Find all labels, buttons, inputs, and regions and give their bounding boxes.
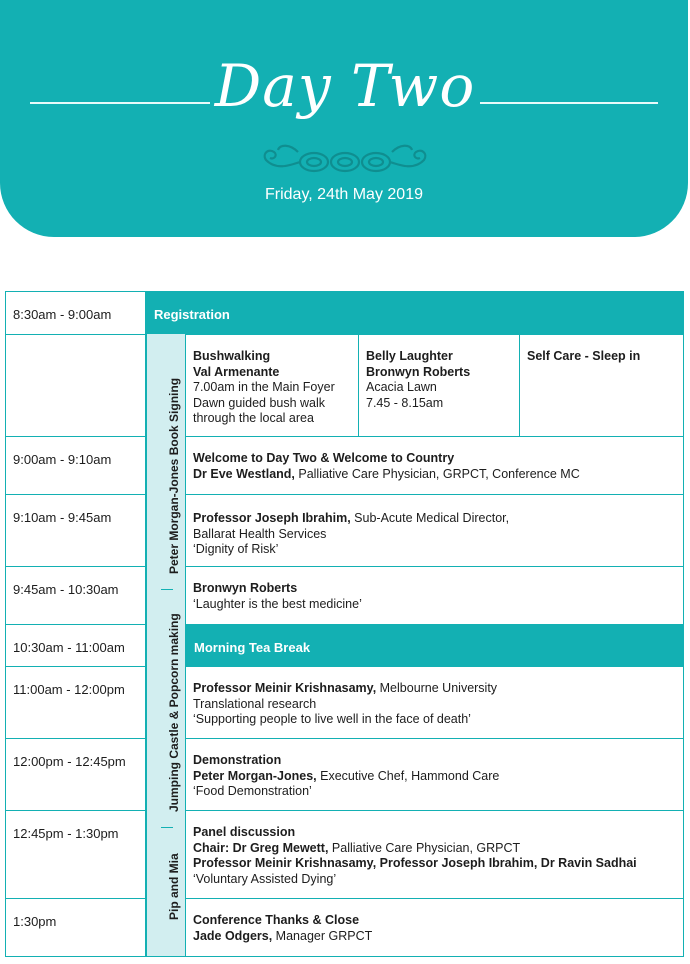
activity-title: Self Care - Sleep in bbox=[527, 349, 641, 363]
speaker-name: Bronwyn Roberts bbox=[193, 581, 298, 595]
session-roberts bbox=[186, 567, 683, 625]
flourish-ornament-icon bbox=[258, 136, 432, 180]
activity-bushwalking bbox=[186, 335, 358, 437]
side-activity-jumping-castle: Jumping Castle & Popcorn making bbox=[167, 613, 181, 812]
speaker-role: Sub-Acute Medical Director, bbox=[350, 511, 510, 525]
activity-leader: Bronwyn Roberts bbox=[366, 364, 471, 379]
activity-leader: Val Armenante bbox=[193, 364, 280, 379]
speaker-role: Palliative Care Physician, GRPCT, Conference MC bbox=[294, 466, 580, 481]
talk-title: ‘Dignity of Risk’ bbox=[193, 542, 279, 556]
side-activities-column bbox=[146, 334, 186, 956]
activity-detail: Acacia Lawn bbox=[366, 380, 437, 394]
speaker-role: Executive Chef, Hammond Care bbox=[316, 768, 500, 783]
session-title: Conference Thanks & Close bbox=[193, 913, 360, 927]
speaker-name: Professor Joseph Ibrahim, bbox=[193, 511, 351, 525]
activity-self-care bbox=[519, 335, 683, 437]
time-cell: 1:30pm bbox=[6, 899, 146, 957]
side-activity-pip-and-mia: Pip and Mia bbox=[167, 853, 181, 920]
table-row bbox=[6, 810, 683, 899]
session-demonstration bbox=[186, 739, 683, 811]
speaker-affiliation: Ballarat Health Services bbox=[193, 526, 327, 541]
speaker-role: Manager GRPCT bbox=[272, 928, 373, 943]
activity-detail: through the local area bbox=[193, 411, 314, 425]
title-rule-left bbox=[30, 102, 210, 104]
page-title: Day Two bbox=[214, 52, 476, 120]
chair-role: Palliative Care Physician, GRPCT bbox=[328, 840, 521, 855]
panel-chair: Chair: Dr Greg Mewett, bbox=[193, 840, 329, 855]
time-cell: 12:45pm - 1:30pm bbox=[6, 811, 146, 899]
table-row bbox=[6, 334, 683, 437]
speaker-name: Dr Eve Westland, bbox=[193, 466, 295, 481]
talk-title: ‘Voluntary Assisted Dying’ bbox=[193, 871, 337, 886]
speaker-role: Melbourne University bbox=[376, 681, 498, 695]
speaker-name: Jade Odgers, bbox=[193, 928, 273, 943]
table-row bbox=[6, 738, 683, 811]
session-welcome bbox=[186, 437, 683, 495]
time-cell: 11:00am - 12:00pm bbox=[6, 667, 146, 739]
session-close bbox=[186, 899, 683, 957]
header-banner bbox=[0, 0, 688, 237]
time-cell bbox=[6, 335, 146, 437]
registration-band: Registration bbox=[146, 292, 683, 334]
time-cell: 9:00am - 9:10am bbox=[6, 437, 146, 495]
time-cell: 9:45am - 10:30am bbox=[6, 567, 146, 625]
table-row bbox=[6, 494, 683, 567]
title-rule-right bbox=[480, 102, 658, 104]
event-date: Friday, 24th May 2019 bbox=[264, 186, 423, 203]
session-krishnasamy bbox=[186, 667, 683, 739]
table-row bbox=[6, 624, 683, 667]
table-row bbox=[6, 566, 683, 625]
speaker-name: Peter Morgan-Jones, bbox=[193, 768, 317, 783]
session-panel bbox=[186, 811, 683, 899]
table-row bbox=[6, 898, 683, 957]
time-cell: 9:10am - 9:45am bbox=[6, 495, 146, 567]
activity-detail: Dawn guided bush walk bbox=[193, 395, 326, 410]
side-divider bbox=[161, 827, 173, 828]
table-row bbox=[6, 666, 683, 739]
session-ibrahim bbox=[186, 495, 683, 567]
time-cell: 12:00pm - 12:45pm bbox=[6, 739, 146, 811]
session-title: Welcome to Day Two & Welcome to Country bbox=[193, 451, 455, 465]
panel-members: Professor Meinir Krishnasamy, Professor Joseph Ibrahim, Dr Ravin Sadhai bbox=[193, 856, 637, 870]
activity-title: Belly Laughter bbox=[366, 349, 453, 363]
side-divider bbox=[161, 589, 173, 590]
speaker-name: Professor Meinir Krishnasamy, bbox=[193, 681, 377, 695]
session-title: Demonstration bbox=[193, 753, 282, 767]
schedule-table bbox=[5, 291, 684, 957]
table-row bbox=[6, 436, 683, 495]
speaker-affiliation: Translational research bbox=[193, 696, 317, 711]
morning-tea-band: Morning Tea Break bbox=[186, 625, 683, 667]
activity-detail: 7.45 - 8.15am bbox=[366, 395, 444, 410]
time-cell: 10:30am - 11:00am bbox=[6, 625, 146, 667]
table-row bbox=[6, 292, 683, 334]
activity-belly-laughter bbox=[358, 335, 519, 437]
talk-title: ‘Food Demonstration’ bbox=[193, 784, 312, 798]
side-activity-book-signing: Peter Morgan-Jones Book Signing bbox=[167, 377, 181, 574]
session-title: Panel discussion bbox=[193, 825, 296, 839]
talk-title: ‘Laughter is the best medicine’ bbox=[193, 596, 362, 611]
talk-title: ‘Supporting people to live well in the face of death’ bbox=[193, 712, 471, 726]
activity-detail: 7.00am in the Main Foyer bbox=[193, 380, 335, 394]
time-cell: 8:30am - 9:00am bbox=[6, 292, 146, 334]
activity-title: Bushwalking bbox=[193, 349, 271, 363]
